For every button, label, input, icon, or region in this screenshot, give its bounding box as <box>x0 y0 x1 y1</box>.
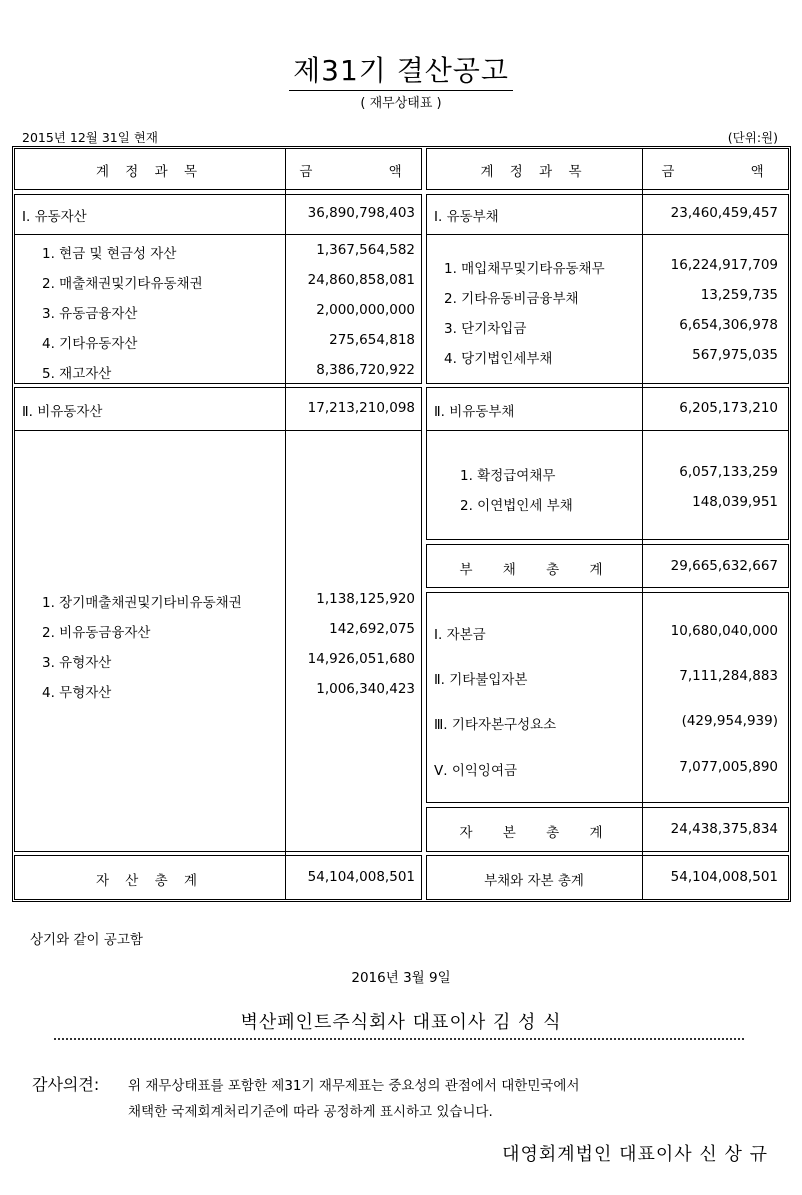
equity-item: Ⅴ. 이익잉여금 <box>434 763 518 779</box>
liabilities-total-label: 부 채 총 계 <box>459 562 609 578</box>
grand-total-amount: 54,104,008,501 <box>670 869 778 885</box>
asset-item-amount: 24,860,858,081 <box>307 272 415 288</box>
audit-label: 감사의견: <box>32 1075 100 1094</box>
asset-item-amount: 8,386,720,922 <box>316 362 415 378</box>
liability-item: 1. 확정급여채무 <box>460 468 556 484</box>
noncurrent-liabilities-label: Ⅱ. 비유동부채 <box>434 404 515 420</box>
asset-item-amount: 2,000,000,000 <box>316 302 415 318</box>
equity-item-amount: 7,111,284,883 <box>679 668 778 684</box>
current-assets-label: Ⅰ. 유동자산 <box>22 209 87 225</box>
asset-item-amount: 275,654,818 <box>329 332 415 348</box>
audit-opinion-line2: 채택한 국제회계처리기준에 따라 공정하게 표시하고 있습니다. <box>128 1104 493 1120</box>
page-subtitle: ( 재무상태표 ) <box>360 96 442 111</box>
asset-item: 3. 유형자산 <box>42 655 112 671</box>
asset-item: 4. 무형자산 <box>42 685 112 701</box>
page-title: 제31기 결산공고 <box>0 52 802 91</box>
liability-item-amount: 16,224,917,709 <box>670 257 778 273</box>
company-signature: 벽산페인트주식회사 대표이사 김 성 식 <box>240 1012 562 1033</box>
left-noncurrent-block <box>14 387 422 852</box>
asset-item: 3. 유동금융자산 <box>42 306 138 322</box>
left-header-amount: 금 액 <box>299 164 408 180</box>
equity-item-amount: (429,954,939) <box>681 713 778 729</box>
notice-text: 상기와 같이 공고함 <box>30 932 143 948</box>
notice-date: 2016년 3월 9일 <box>351 970 451 986</box>
assets-total-amount: 54,104,008,501 <box>307 869 415 885</box>
liabilities-total-amount: 29,665,632,667 <box>670 558 778 574</box>
equity-total-amount: 24,438,375,834 <box>670 821 778 837</box>
as-of-date: 2015년 12월 31일 현재 <box>22 130 158 145</box>
unit-label: (단위:원) <box>727 130 778 145</box>
left-header-account: 계 정 과 목 <box>95 164 204 180</box>
liability-item-amount: 148,039,951 <box>692 494 778 510</box>
liability-item-amount: 13,259,735 <box>700 287 778 303</box>
asset-item: 5. 재고자산 <box>42 366 112 382</box>
right-header-account: 계 정 과 목 <box>480 164 588 180</box>
liability-item-amount: 6,057,133,259 <box>679 464 778 480</box>
asset-item-amount: 14,926,051,680 <box>307 651 415 667</box>
asset-item-amount: 1,138,125,920 <box>316 591 415 607</box>
equity-item: Ⅰ. 자본금 <box>434 627 486 643</box>
asset-item: 2. 매출채권및기타유동채권 <box>42 276 203 292</box>
liability-item: 3. 단기차입금 <box>444 321 527 337</box>
equity-item-amount: 10,680,040,000 <box>670 623 778 639</box>
asset-item-amount: 1,006,340,423 <box>316 681 415 697</box>
equity-item: Ⅲ. 기타자본구성요소 <box>434 717 557 733</box>
assets-total-label: 자 산 총 계 <box>95 873 204 889</box>
equity-item-amount: 7,077,005,890 <box>679 759 778 775</box>
liability-item: 2. 기타유동비금융부채 <box>444 291 579 307</box>
audit-opinion-line1: 위 재무상태표를 포함한 제31기 재무제표는 중요성의 관점에서 대한민국에서 <box>128 1078 580 1094</box>
noncurrent-assets-label: Ⅱ. 비유동자산 <box>22 404 103 420</box>
auditor-signature: 대영회계법인 대표이사 신 상 규 <box>502 1144 768 1165</box>
liability-item: 1. 매입채무및기타유동채무 <box>444 261 605 277</box>
asset-item-amount: 1,367,564,582 <box>316 242 415 258</box>
current-assets-amount: 36,890,798,403 <box>307 205 415 221</box>
noncurrent-assets-amount: 17,213,210,098 <box>307 400 415 416</box>
asset-item: 1. 현금 및 현금성 자산 <box>42 246 177 262</box>
liability-item: 2. 이연법인세 부채 <box>460 498 573 514</box>
right-header-amount: 금 액 <box>661 164 770 180</box>
divider <box>54 1038 744 1040</box>
equity-total-label: 자 본 총 계 <box>459 825 609 841</box>
grand-total-label: 부채와 자본 총계 <box>484 873 584 889</box>
asset-item: 2. 비유동금융자산 <box>42 625 151 641</box>
equity-item: Ⅱ. 기타불입자본 <box>434 672 528 688</box>
liability-item-amount: 6,654,306,978 <box>679 317 778 333</box>
asset-item-amount: 142,692,075 <box>329 621 415 637</box>
liability-item: 4. 당기법인세부채 <box>444 351 553 367</box>
current-liabilities-amount: 23,460,459,457 <box>670 205 778 221</box>
noncurrent-liabilities-amount: 6,205,173,210 <box>679 400 778 416</box>
current-liabilities-label: Ⅰ. 유동부채 <box>434 209 499 225</box>
liability-item-amount: 567,975,035 <box>692 347 778 363</box>
asset-item: 4. 기타유동자산 <box>42 336 138 352</box>
asset-item: 1. 장기매출채권및기타비유동채권 <box>42 595 242 611</box>
